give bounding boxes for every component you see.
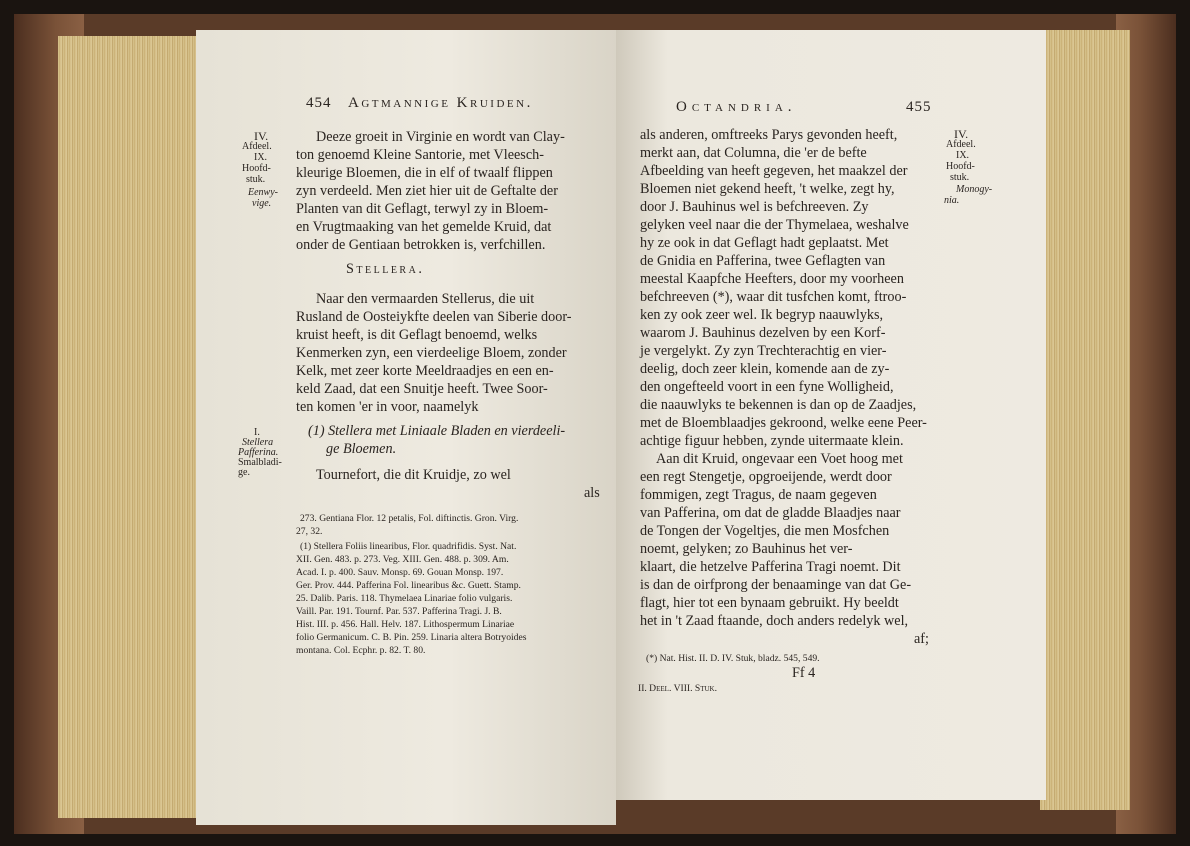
text-line: Rusland de Oosteiykfte deelen van Siberie door- [296,309,572,325]
margin-note: ge. [238,467,250,478]
text-line: het in 't Zaad ftaande, doch anders redelyk wel, [640,613,909,629]
page-number-right: 455 [906,99,932,115]
footnote-line: (*) Nat. Hist. II. D. IV. Stuk, bladz. 545, 549. [646,653,820,664]
right-page [616,30,1046,800]
volume-line: II. Deel. VIII. Stuk. [638,683,717,694]
text-line: die naauwlyks te bekennen is dan op de Zaadjes, [640,397,917,413]
margin-note: Smalbladi- [238,457,282,468]
section-title: Stellera. [346,261,425,277]
species-heading: ge Bloemen. [326,441,397,457]
text-line: onder de Gentiaan betrokken is, verfchillen. [296,237,546,253]
running-head-left: Agtmannige Kruiden. [348,95,533,111]
text-line: je vergelykt. Zy zyn Trechterachtig en vier- [640,343,887,359]
text-line: de Tongen der Vogeltjes, die men Mosfchen [640,523,890,539]
text-line: noemt, gelyken; zo Bauhinus het ver- [640,541,853,557]
text-line: ken zy ook zeer wel. Ik begryp naauwlyks, [640,307,884,323]
text-line: klaart, die hetzelve Pafferina Tragi noemt. Dit [640,559,901,575]
margin-note: nia. [944,195,960,206]
footnote-line: montana. Col. Ecphr. p. 82. T. 80. [296,645,426,656]
text-line: Kenmerken zyn, een vierdeelige Bloem, zonder [296,345,567,361]
margin-note: IX. [956,150,970,161]
text-line: meestal Kaapfche Heefters, door my voorheen [640,271,904,287]
text-line: kruist heeft, is dit Geflagt benoemd, welks [296,327,538,343]
text-line: kleurige Bloemen, die in elf of twaalf flippen [296,165,553,181]
footnote-line: XII. Gen. 483. p. 273. Veg. XIII. Gen. 488. p. 309. Am. [296,554,509,565]
text-line: een regt Stengetje, opgroeijende, werdt door [640,469,892,485]
margin-note: IV. [254,129,269,143]
catchword: af; [914,631,929,647]
text-line: gelyken veel naar die der Thymelaea, weshalve [640,217,909,233]
text-line: Planten van dit Geflagt, terwyl zy in Bloem- [296,201,549,217]
page-edges-left [58,36,198,818]
signature-mark: Ff 4 [792,665,816,681]
text-line: van Pafferina, om dat de gladde Blaadjes naar [640,505,901,521]
margin-note: Stellera [242,437,274,448]
margin-note: Eenwy- [248,187,278,198]
text-line: merkt aan, dat Columna, die 'er de befte [640,145,867,161]
margin-note: Monogy- [956,184,993,195]
margin-note: I. [254,427,260,438]
text-line: is dan de oirfprong der benaaminge van dat Ge- [640,577,912,593]
species-heading: (1) Stellera met Liniaale Bladen en vierdeeli- [308,423,566,439]
left-page [196,30,616,825]
margin-note: Pafferina. [238,447,279,458]
catchword: als [584,485,600,501]
text-line: keld Zaad, dat een Snuitje heeft. Twee Soor- [296,381,548,397]
text-line: als anderen, omftreeks Parys gevonden heeft, [640,127,898,143]
text-line: befchreeven (*), waar dit tusfchen komt, ftroo- [640,289,907,305]
margin-note: Hoofd- [242,163,271,174]
footnote-line: (1) Stellera Foliis linearibus, Flor. quadrifidis. Syst. Nat. [300,541,517,552]
text-line: met de Bloemblaadjes gekroond, welke eene Peer- [640,415,927,431]
footnote-line: 273. Gentiana Flor. 12 petalis, Fol. diftinctis. Gron. Virg. [300,513,519,524]
text-line: de Gnidia en Pafferina, twee Geflagten van [640,253,886,269]
text-line: zyn verdeeld. Men ziet hier uit de Geftalte der [296,183,558,199]
margin-note: vige. [252,198,272,209]
margin-note: IX. [254,152,268,163]
text-line: hy ze ook in dat Geflagt hadt geplaatst. Met [640,235,889,251]
margin-note: stuk. [950,172,970,183]
footnote-line: Hist. III. p. 456. Hall. Helv. 187. Lithospermum Linariae [296,619,515,630]
footnote-line: 27, 32. [296,526,323,537]
text-line: fommigen, zegt Tragus, de naam gegeven [640,487,877,503]
text-line: Tournefort, die dit Kruidje, zo wel [316,467,511,483]
margin-note: Hoofd- [946,161,975,172]
footnote-line: folio Germanicum. C. B. Pin. 259. Linaria altera Botryoides [296,632,527,643]
margin-note: Afdeel. [242,141,272,152]
text-line: ton genoemd Kleine Santorie, met Vleesch- [296,147,544,163]
text-line: Deeze groeit in Virginie en wordt van Clay- [316,129,565,145]
footnote-line: 25. Dalib. Paris. 118. Thymelaea Linariae folio vulgaris. [296,593,513,604]
text-line: deelig, doch zeer klein, komende aan de zy- [640,361,890,377]
text-line: ten komen 'er in voor, naamelyk [296,399,479,415]
text-line: Bloemen niet gekend heeft, 't welke, zegt hy, [640,181,895,197]
text-line: flagt, hier tot een bynaam gebruikt. Hy beeldt [640,595,899,611]
page-edges-right [1040,30,1130,810]
margin-note: stuk. [246,174,266,185]
text-line: Aan dit Kruid, ongevaar een Voet hoog met [656,451,903,467]
margin-note: Afdeel. [946,139,976,150]
text-line: en Vrugtmaaking van het gemelde Kruid, dat [296,219,552,235]
text-line: achtige figuur hebben, zynde uitermaate klein. [640,433,904,449]
footnote-line: Acad. I. p. 400. Sauv. Monsp. 69. Gouan Monsp. 197. [296,567,504,578]
text-line: door J. Bauhinus wel is befchreeven. Zy [640,199,869,215]
text-line: den ongefteeld voort in een fyne Wolligheid, [640,379,894,395]
margin-note: IV. [954,127,969,141]
text-line: Kelk, met zeer korte Meeldraadjes en een en- [296,363,554,379]
text-line: Naar den vermaarden Stellerus, die uit [316,291,535,307]
text-line: waarom J. Bauhinus dezelven by een Korf- [640,325,886,341]
footnote-line: Vaill. Par. 191. Tournf. Par. 537. Pafferina Tragi. J. B. [296,606,502,617]
page-number-left: 454 [306,95,332,111]
running-head-right: Octandria. [676,99,797,115]
footnote-line: Ger. Prov. 444. Pafferina Fol. linearibus &c. Guett. Stamp. [296,580,521,591]
text-line: Afbeelding van heeft gegeven, het maakzel der [640,163,908,179]
